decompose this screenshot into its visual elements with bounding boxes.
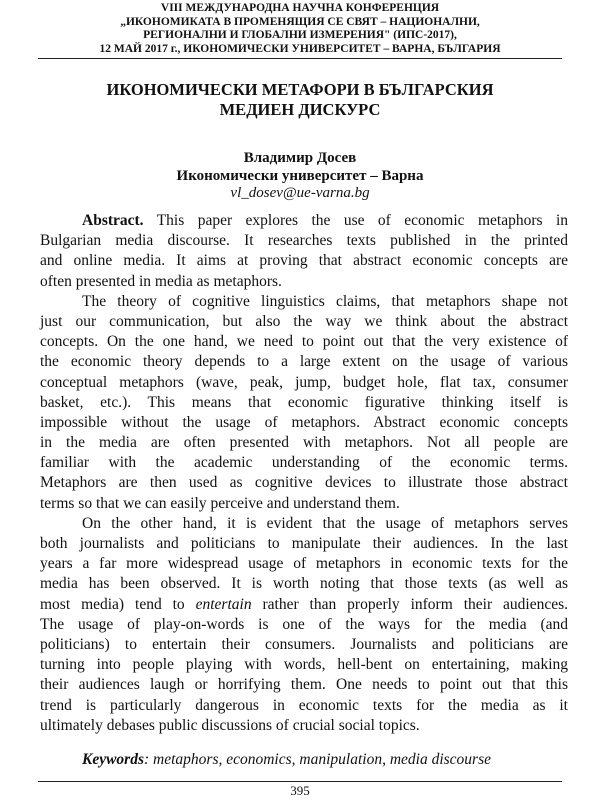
abstract-line-text: rather than properly inform their audiences.	[251, 595, 569, 613]
abstract-line: both journalists and politicians to manipulate their audiences. In the last	[40, 535, 568, 552]
paper-title-line: ИКОНОМИЧЕСКИ МЕТАФОРИ В БЪЛГАРСКИЯ	[106, 80, 494, 99]
keywords-text: : metaphors, economics, manipulation, media discourse	[144, 751, 491, 768]
abstract-line: just our communication, but also the way we think about the abstract	[40, 312, 568, 330]
keywords-label: Keywords	[82, 751, 144, 768]
abstract-line: turning into people playing with words, hell-bent on entertaining, making	[40, 656, 568, 674]
paper-title-line: МЕДИЕН ДИСКУРС	[219, 100, 381, 119]
abstract-line: The usage of play-on-words is one of the ways for the media (and	[40, 615, 568, 633]
conference-header-line: 12 МАЙ 2017 г., ИКОНОМИЧЕСКИ УНИВЕРСИТЕТ – ВАРНА, БЪЛГАРИЯ	[99, 42, 501, 55]
page-number: 395	[290, 783, 310, 798]
abstract-line: media has been observed. It is worth noting that those texts (as well as	[40, 575, 568, 593]
abstract-line: in the media are often presented with metaphors. Not all people are	[40, 434, 568, 452]
abstract-line: Metaphors are then used as cognitive devices to illustrate those abstract	[40, 474, 568, 492]
paper-title	[40, 80, 560, 120]
abstract-line: the economic theory depends to a large extent on the usage of various	[40, 353, 568, 371]
author-block	[40, 150, 560, 203]
footer-divider	[38, 781, 562, 782]
abstract-line: conceptual metaphors (wave, peak, jump, budget hole, flat tax, consumer	[40, 373, 568, 391]
abstract-line: years a far more widespread usage of metaphors in economic texts for the	[40, 555, 568, 573]
abstract-line: familiar with the academic understanding of the economic terms.	[40, 454, 568, 472]
abstract-section	[40, 211, 568, 736]
abstract-line-text: This paper explores the use of economic metaphors in	[143, 212, 568, 229]
abstract-line: concepts. On the one hand, we need to point out that the very existence of	[40, 333, 568, 351]
header-divider	[38, 58, 562, 59]
author-name: Владимир Досев	[243, 150, 357, 166]
abstract-line-text: most media) tend to	[40, 595, 196, 613]
abstract-line: their audiences laugh or horrifying them. One needs to point out that this	[40, 676, 568, 694]
abstract-label: Abstract.	[82, 212, 144, 229]
conference-header	[20, 2, 580, 56]
abstract-line	[40, 595, 568, 615]
abstract-line: and online media. It aims at proving that abstract economic concepts are	[40, 252, 568, 270]
author-email: vl_dosev@ue-varna.bg	[230, 185, 370, 201]
abstract-line	[40, 211, 568, 231]
abstract-line: Bulgarian media discourse. It researches texts published in the printed	[40, 232, 568, 250]
keywords-line	[82, 750, 568, 770]
abstract-line: politicians) to entertain their consumers. Journalists and politicians are	[40, 635, 568, 653]
abstract-line: ultimately debases public discussions of crucial social topics.	[40, 716, 420, 734]
abstract-line: trend is particularly dangerous in economic texts for the media as it	[40, 696, 568, 714]
abstract-line: The theory of cognitive linguistics claims, that metaphors shape not	[82, 292, 568, 310]
abstract-line: terms so that we can easily perceive and understand them.	[40, 494, 400, 512]
abstract-line: often presented in media as metaphors.	[40, 272, 282, 290]
author-affiliation: Икономически университет – Варна	[176, 167, 424, 184]
emphasized-word: entertain	[195, 595, 252, 613]
abstract-line: impossible without the usage of metaphors. Abstract economic concepts	[40, 413, 568, 431]
conference-header-line: VIII МЕЖДУНАРОДНА НАУЧНА КОНФЕРЕНЦИЯ	[160, 2, 440, 14]
abstract-line: On the other hand, it is evident that the usage of metaphors serves	[82, 514, 568, 532]
abstract-line: basket, etc.). This means that economic figurative thinking itself is	[40, 393, 568, 411]
conference-header-line: РЕГИОНАЛНИ И ГЛОБАЛНИ ИЗМЕРЕНИЯ" (ИПС-2017),	[143, 29, 457, 41]
conference-header-line: „ИКОНОМИКАТА В ПРОМЕНЯЩИЯ СЕ СВЯТ – НАЦИОНАЛНИ,	[120, 15, 480, 28]
